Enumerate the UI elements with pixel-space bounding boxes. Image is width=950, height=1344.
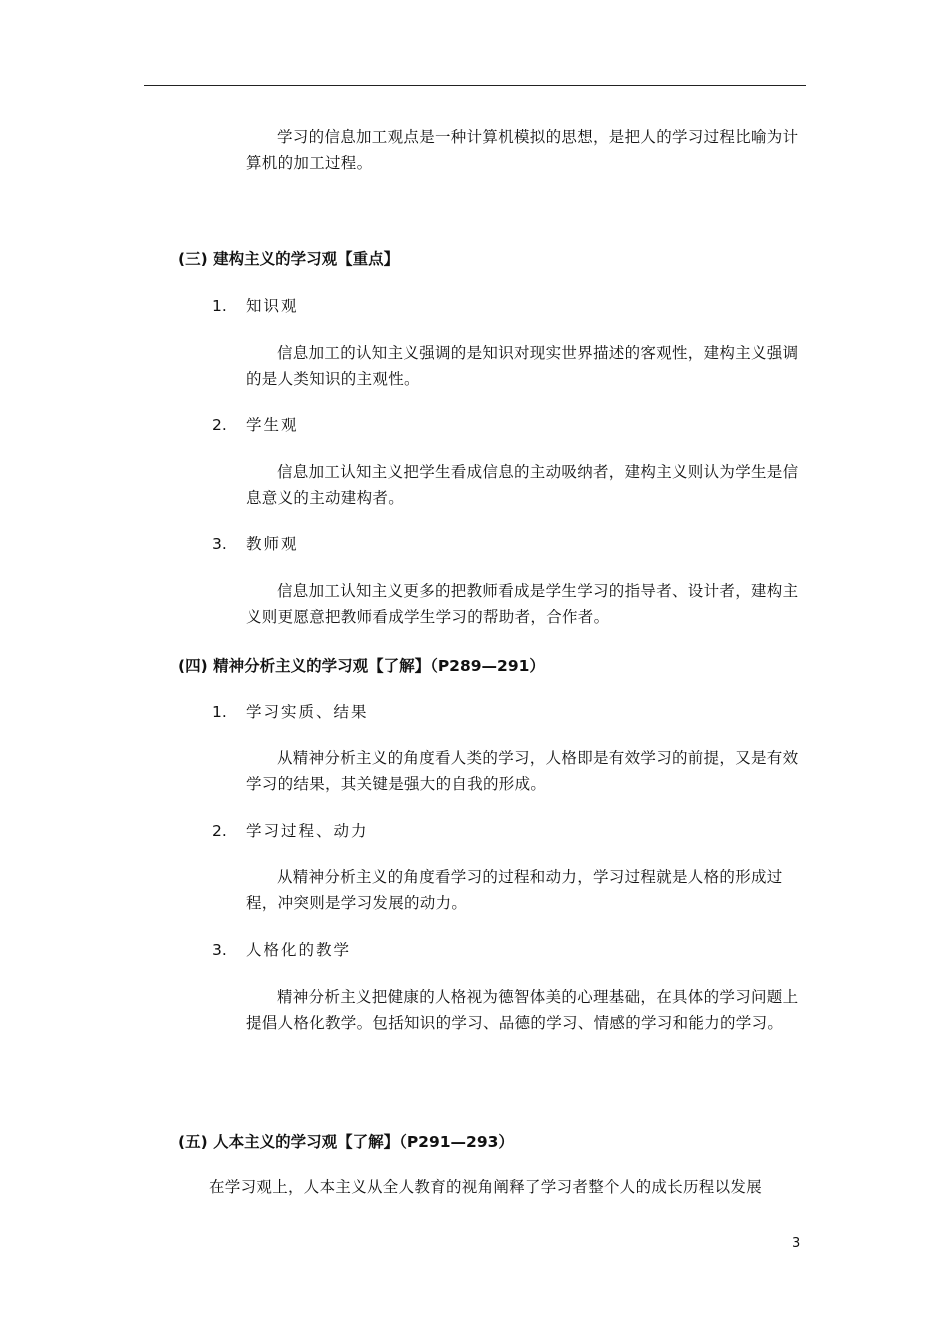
- list-item-essence: 1. 学习实质、结果: [212, 703, 369, 721]
- list-item-personalized-teaching: 3. 人格化的教学: [212, 941, 352, 959]
- list-item-student: 2. 学生观: [212, 416, 299, 434]
- page-number: 3: [792, 1236, 801, 1251]
- humanism-paragraph: 在学习观上，人本主义从全人教育的视角阐释了学习者整个人的成长历程以发展: [209, 1178, 763, 1196]
- list-item-body: 信息加工认知主义更多的把教师看成是学生学习的指导者、设计者，建构主义则更愿意把教师看成学生学习的帮助者，合作者。: [246, 582, 799, 626]
- section-heading-constructivism: (三) 建构主义的学习观【重点】: [178, 250, 400, 268]
- section-heading-humanism: (五) 人本主义的学习观【了解】（P291—293）: [178, 1133, 514, 1151]
- list-item-body: 信息加工认知主义把学生看成信息的主动吸纳者，建构主义则认为学生是信息意义的主动建构者。: [246, 463, 799, 507]
- list-item-body: 信息加工的认知主义强调的是知识对现实世界描述的客观性，建构主义强调的是人类知识的主观性。: [246, 344, 799, 388]
- list-item-process: 2. 学习过程、动力: [212, 822, 369, 840]
- list-item-knowledge: 1. 知识观: [212, 297, 299, 315]
- list-item-teacher: 3. 教师观: [212, 535, 299, 553]
- list-item-body: 精神分析主义把健康的人格视为德智体美的心理基础，在具体的学习问题上提倡人格化教学。包括知识的学习、品德的学习、情感的学习和能力的学习。: [246, 988, 799, 1032]
- list-item-body: 从精神分析主义的角度看人类的学习，人格即是有效学习的前提，又是有效学习的结果，其关键是强大的自我的形成。: [246, 749, 799, 793]
- intro-paragraph: 学习的信息加工观点是一种计算机模拟的思想，是把人的学习过程比喻为计算机的加工过程。: [246, 128, 799, 172]
- list-item-body: 从精神分析主义的角度看学习的过程和动力，学习过程就是人格的形成过程，冲突则是学习发展的动力。: [246, 868, 783, 912]
- header-rule: [144, 85, 806, 86]
- section-heading-psychoanalysis: (四) 精神分析主义的学习观【了解】（P289—291）: [178, 657, 545, 675]
